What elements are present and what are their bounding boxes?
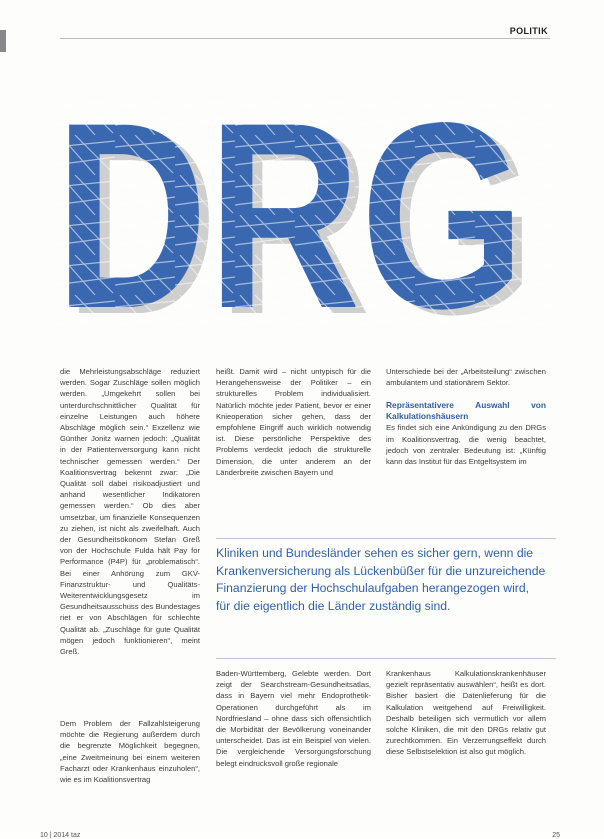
drg-lettering — [55, 95, 555, 325]
pull-quote-rule-bottom — [216, 658, 556, 659]
column-2-lower — [216, 668, 371, 769]
column-3-subhead: Repräsentativere Auswahl von Kalkulationshäusern — [386, 400, 546, 422]
column-3-lower — [386, 668, 546, 758]
column-3c-text: Krankenhaus Kalkulationskrankenhäuser gezielt repräsentativ auswählen“, heißt es dort. Bisher basiert die Datenlieferung für die Kalkulation weitgehend auf Freiwilligkeit. Deshalb beteiligen sich vermutlich vor allem solche Kliniken, die mit den DRGs relativ gut zurechtkommen. Ein Verzerrungseffekt durch diese Selbstselektion ist also gut möglich. — [386, 669, 546, 757]
hero-title-graphic — [55, 95, 555, 325]
footer-issue: 10 | 2014 taz — [40, 832, 81, 839]
binding-mark — [0, 30, 6, 52]
column-1-text: die Mehrleistungsabschläge reduziert werden. Sogar Zuschläge sollen möglich werden. „Umgekehrt sollen bei unterdurchschnittlicher Qualität für einzelne Leistungen auch höhere Abschläge möglich sein.“ Exzellenz wie Günther Jonitz warnen jedoch: „Qualität in der Patientenversorgung kann nicht technischer gemessen werden.“ Der Koalitionsvertrag bekennt zwar: „Die Qualität soll dabei risikoadjustiert und anhand wesentlicher Indikatoren gemessen werden.“ Ob dies aber umsetzbar, um finanzielle Konsequenzen zu ziehen, ist nicht als zweifelhaft. Auch der Gesundheitsökonom Stefan Greß von der Hochschule Fulda hält Pay for Performance (P4P) für „problematisch“. Bei einer Anhörung zum GKV-Finanzstruktur- und Qualitäts-Weiterentwicklungsgesetz im Gesundheitsausschuss des Bundestages riet er von Abschlägen für schlechte Qualität ab. „Zuschläge für gute Qualität mögen jedoch funktionieren“, meint Greß. — [60, 367, 200, 657]
column-2b-text: Baden-Württemberg, Gelebte werden. Dort zeigt der Searchstream-Gesundheitsatlas, dass in Bayern viel mehr Endoprothetik-Operationen durchgeführt als im Nordfriesland – ohne dass sich offensichtlich die Morbidität der Bevölkerung voneinander unterscheidet. Das ist ein Beispiel von vielen. Die vergleichende Versorgungsforschung belegt eindrucksvoll große regionale — [216, 669, 371, 768]
column-2 — [216, 366, 371, 478]
page-number: 25 — [552, 832, 560, 839]
column-1-continued — [60, 718, 200, 785]
pull-quote-rule-top — [216, 538, 556, 539]
column-2-text: heißt. Damit wird – nicht untypisch für die Herangehensweise der Politiker – ein strukturelles Problem individualisiert. Natürlich möchte jeder Patient, bevor er einer Knieoperation sicher gehen, dass der empfohlene Eingriff auch wirklich notwendig ist. Diese persönliche Perspektive des Problems verdeckt jedoch die strukturelle Dimension, die unter anderem an der Länderbreite zwischen Bayern und — [216, 367, 371, 477]
column-3 — [386, 366, 546, 467]
column-3a-text: Unterschiede bei der „Arbeitsteilung“ zwischen ambulantem und stationärem Sektor. — [386, 367, 546, 388]
column-3b-text: Es findet sich eine Ankündigung zu den DRGs im Koalitionsvertrag, die wenig beachtet, jedoch von zentraler Bedeutung ist: „Künftig kann das Institut für das Entgeltsystem im — [386, 423, 546, 467]
header-rule — [60, 38, 550, 39]
pull-quote: Kliniken und Bundesländer sehen es sicher gern, wenn die Krankenversicherung als Lückenbüßer für die unzureichende Finanzierung der Hochschulaufgaben herangezogen wird, für die eigentlich die Länder zuständig sind. — [216, 546, 546, 613]
scratch-texture — [55, 95, 555, 325]
column-1 — [60, 366, 200, 657]
column-1b-text: Dem Problem der Fallzahlsteigerung möchte die Regierung außerdem durch die begrenzte Möglichkeit begegnen, „eine Zweitmeinung bei einem weiteren Facharzt oder Krankenhaus einzuholen“, wie es im Koalitionsvertrag — [60, 719, 200, 785]
section-tag: POLITIK — [509, 26, 548, 36]
